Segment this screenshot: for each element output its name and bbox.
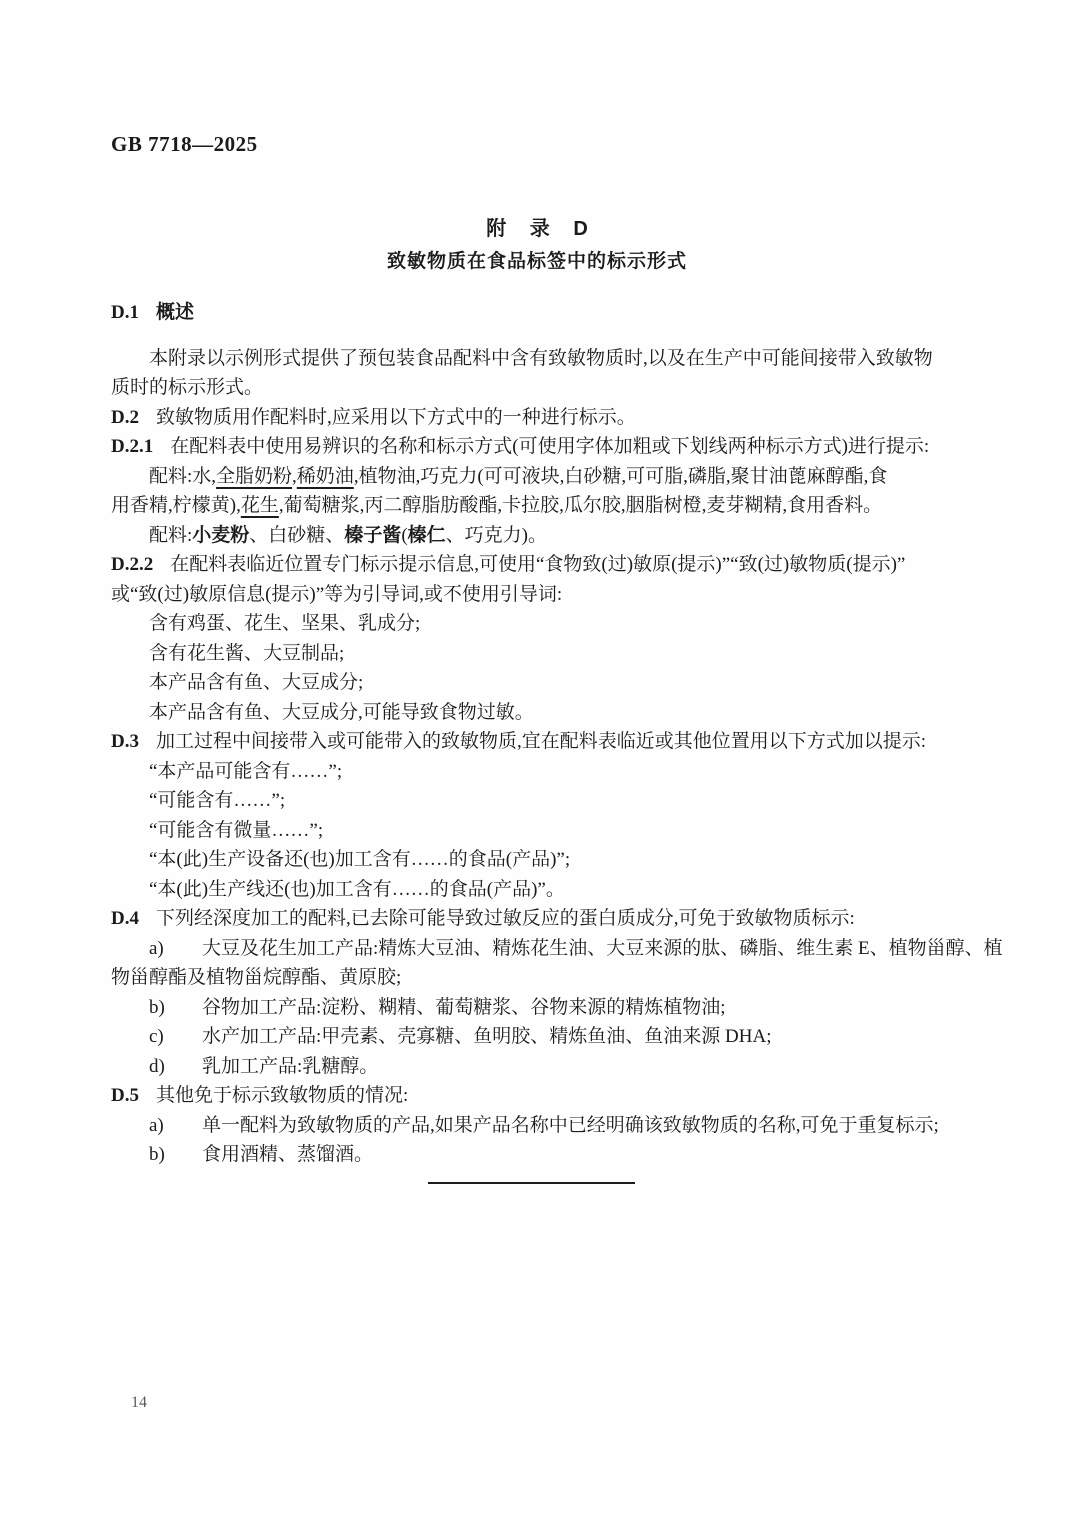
- example-text: “本产品可能含有……”;: [149, 760, 343, 782]
- clause-d22-text: 在配料表临近位置专门标示提示信息,可使用“食物致(过)敏原(提示)”“致(过)敏物质(提示)”: [170, 554, 906, 575]
- list-marker: a): [149, 1114, 164, 1136]
- clause-d21-text: 在配料表中使用易辨识的名称和标示方式(可使用字体加粗或下划线两种标示方式)进行提示:: [170, 436, 930, 457]
- list-item-c: [111, 1022, 961, 1052]
- bold-allergen: 小麦粉: [192, 524, 250, 546]
- list-item-text: 大豆及花生加工产品:精炼大豆油、精炼花生油、大豆来源的肽、磷脂、维生素 E、植物甾醇、植: [202, 937, 1003, 959]
- example-text: “本(此)生产线还(也)加工含有……的食品(产品)”。: [149, 878, 565, 900]
- example-text: “可能含有……”;: [149, 790, 286, 811]
- underlined-allergen: 花生: [240, 495, 279, 516]
- clause-d4: [111, 904, 961, 934]
- example-text: “可能含有微量……”;: [149, 819, 324, 841]
- allergen-statement-example: [111, 698, 961, 728]
- intro-paragraph-line: [111, 344, 961, 374]
- list-item-text: 水产加工产品:甲壳素、壳寡糖、鱼明胶、精炼鱼油、鱼油来源 DHA;: [202, 1026, 772, 1047]
- list-marker: b): [149, 1144, 165, 1165]
- ingredient-text: ,: [292, 465, 297, 487]
- intro-line1-text: 本附录以示例形式提供了预包装食品配料中含有致敏物质时,以及在生产中可能间接带入致敏物: [149, 347, 933, 369]
- ingredient-example-1-line2: [111, 491, 961, 521]
- list-item-d: [111, 1052, 961, 1082]
- ingredient-text: 用香精,柠檬黄),: [111, 495, 241, 516]
- example-text: 本产品含有鱼、大豆成分,可能导致食物过敏。: [149, 701, 534, 723]
- clause-d21: [111, 432, 961, 462]
- allergen-statement-example: [111, 639, 961, 669]
- clause-d5-label: D.5: [111, 1085, 139, 1106]
- ingredient-example-1-line1: [111, 462, 961, 492]
- list-marker: b): [149, 996, 165, 1018]
- precaution-statement-example: [111, 786, 961, 816]
- underlined-allergen: 全脂奶粉: [216, 465, 293, 487]
- ingredient-text: ,葡萄糖浆,丙二醇脂肪酸酯,卡拉胶,瓜尔胶,胭脂树橙,麦芽糊精,食用香料。: [278, 495, 883, 516]
- precaution-statement-example: [111, 757, 961, 787]
- ingredient-text: (: [401, 524, 408, 546]
- document-body: [111, 298, 1003, 1170]
- intro-line2-text: 质时的标示形式。: [111, 377, 264, 398]
- ingredient-text: 配料:水,: [149, 465, 217, 487]
- clause-d5: [111, 1081, 961, 1111]
- ingredient-text: 、巧克力)。: [445, 524, 547, 546]
- precaution-statement-example: [111, 845, 961, 875]
- list-item-a: [111, 1111, 961, 1141]
- list-item-text: 食用酒精、蒸馏酒。: [202, 1144, 374, 1165]
- ingredient-example-2: [111, 521, 961, 551]
- clause-d4-text: 下列经深度加工的配料,已去除可能导致过敏反应的蛋白质成分,可免于致敏物质标示:: [155, 908, 855, 929]
- list-marker: a): [149, 937, 164, 959]
- clause-d22-line1: [111, 550, 961, 580]
- list-marker: d): [149, 1055, 165, 1077]
- list-item-text: 单一配料为致敏物质的产品,如果产品名称中已经明确该致敏物质的名称,可免于重复标示;: [202, 1114, 939, 1136]
- list-item-b: [111, 993, 961, 1023]
- example-text: 含有鸡蛋、花生、坚果、乳成分;: [149, 613, 421, 634]
- list-item-text: 乳加工产品:乳糖醇。: [202, 1055, 379, 1077]
- ingredient-text: ,植物油,巧克力(可可液块,白砂糖,可可脂,磷脂,聚甘油蓖麻醇酯,食: [353, 465, 888, 487]
- underlined-allergen: 稀奶油: [296, 465, 354, 487]
- list-item-a-continuation: [111, 963, 961, 993]
- clause-d3: [111, 727, 961, 757]
- appendix-title: 附 录 D: [486, 218, 588, 240]
- end-of-appendix-rule: [428, 1182, 635, 1184]
- precaution-statement-example: [111, 875, 961, 905]
- clause-d2: [111, 403, 961, 433]
- clause-d22-line2: [111, 580, 961, 610]
- allergen-statement-example: [111, 609, 961, 639]
- bold-allergen: 榛子酱: [344, 524, 402, 546]
- clause-d3-label: D.3: [111, 731, 139, 752]
- clause-d5-text: 其他免于标示致敏物质的情况:: [155, 1085, 409, 1106]
- clause-d1-title: 概述: [155, 302, 194, 323]
- list-item-text: 谷物加工产品:淀粉、糊精、葡萄糖浆、谷物来源的精炼植物油;: [202, 996, 726, 1018]
- list-item-b: [111, 1140, 961, 1170]
- list-item-a: [111, 934, 1003, 964]
- clause-d22-label: D.2.2: [111, 554, 154, 575]
- example-text: 本产品含有鱼、大豆成分;: [149, 672, 364, 693]
- example-text: “本(此)生产设备还(也)加工含有……的食品(产品)”;: [149, 849, 571, 870]
- clause-d4-label: D.4: [111, 908, 139, 929]
- standard-number: GB 7718—2025: [111, 132, 258, 156]
- ingredient-text: 配料:: [149, 524, 193, 546]
- intro-paragraph-line: [111, 373, 961, 403]
- allergen-statement-example: [111, 668, 961, 698]
- precaution-statement-example: [111, 816, 961, 846]
- clause-d22-text: 或“致(过)敏原信息(提示)”等为引导词,或不使用引导词:: [111, 583, 563, 605]
- clause-d21-label: D.2.1: [111, 436, 154, 457]
- clause-d2-label: D.2: [111, 406, 139, 428]
- page-number: 14: [131, 1394, 147, 1411]
- clause-d1-heading: [111, 298, 961, 328]
- appendix-subtitle: 致敏物质在食品标签中的标示形式: [386, 251, 687, 272]
- list-item-text: 物甾醇酯及植物甾烷醇酯、黄原胶;: [111, 967, 402, 988]
- clause-d2-text: 致敏物质用作配料时,应采用以下方式中的一种进行标示。: [155, 406, 636, 428]
- clause-d1-label: D.1: [111, 302, 139, 323]
- bold-allergen: 榛仁: [407, 524, 446, 546]
- ingredient-text: 、白砂糖、: [249, 524, 345, 546]
- list-marker: c): [149, 1026, 164, 1047]
- example-text: 含有花生酱、大豆制品;: [149, 642, 345, 664]
- clause-d3-text: 加工过程中间接带入或可能带入的致敏物质,宜在配料表临近或其他位置用以下方式加以提示:: [155, 731, 927, 752]
